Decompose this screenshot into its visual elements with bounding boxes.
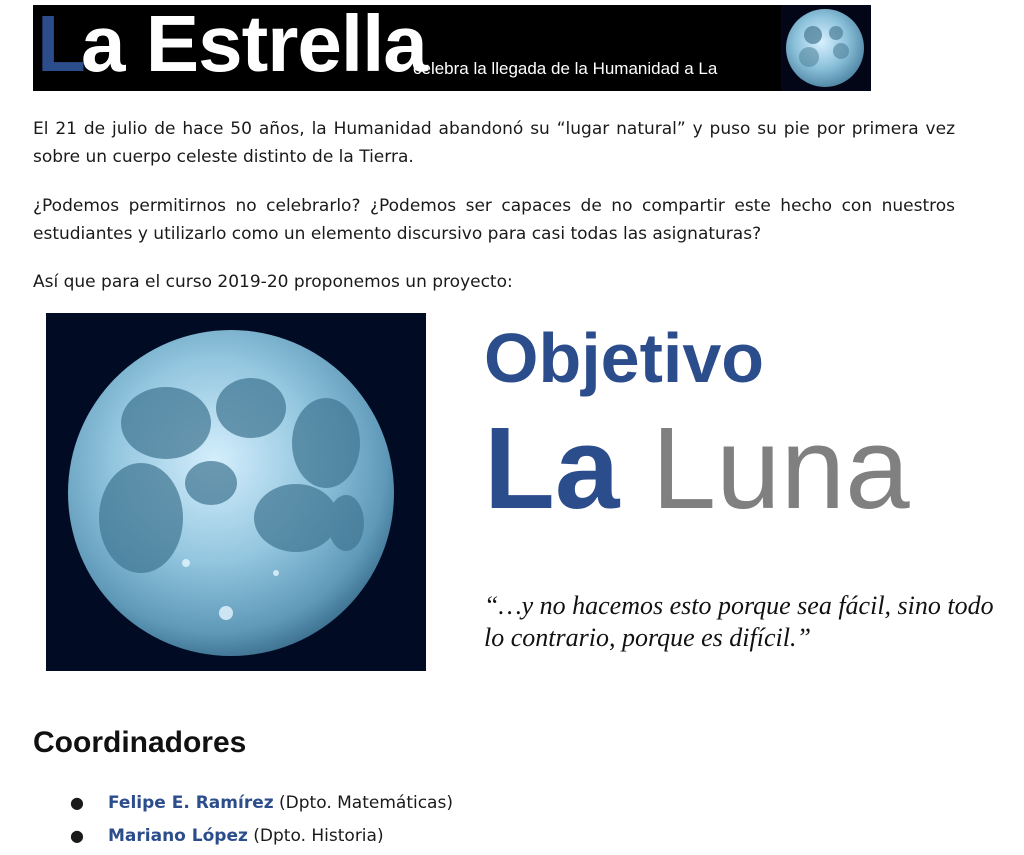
coordinator-name: Felipe E. Ramírez xyxy=(108,793,274,813)
list-item xyxy=(70,789,453,822)
coordinators-list xyxy=(70,789,453,855)
coordinator-dept: (Dpto. Historia) xyxy=(253,826,384,846)
masthead-banner xyxy=(33,5,871,91)
la-luna-heading xyxy=(484,403,910,533)
la-word: La xyxy=(484,403,620,533)
moon-thumbnail-image xyxy=(781,5,871,91)
paragraph-proposal: Así que para el curso 2019-20 proponemos un proyecto: xyxy=(33,272,513,292)
full-moon-image xyxy=(46,313,426,671)
list-item xyxy=(70,822,453,855)
coordinator-name: Mariano López xyxy=(108,826,248,846)
masthead-tagline: celebra la llegada de la Humanidad a La xyxy=(413,59,718,78)
paragraph-question: ¿Podemos permitirnos no celebrarlo? ¿Podemos ser capaces de no compartir este hecho con nuestros estudiantes y utilizarlo como un elemento discursivo para casi todas las asignaturas? xyxy=(33,196,955,244)
masthead-initial: L xyxy=(37,5,86,88)
bullet-icon: ● xyxy=(70,826,84,845)
coordinator-dept: (Dpto. Matemáticas) xyxy=(279,793,453,813)
objetivo-heading: Objetivo xyxy=(484,319,765,397)
masthead-title: a Estrella xyxy=(81,5,427,88)
luna-word: Luna xyxy=(651,403,910,533)
bullet-icon: ● xyxy=(70,793,84,812)
kennedy-quote: “…y no hacemos esto porque sea fácil, sino todo lo contrario, porque es difícil.” xyxy=(484,591,994,652)
paragraph-intro: El 21 de julio de hace 50 años, la Humanidad abandonó su “lugar natural” y puso su pie por primera vez sobre un cuerpo celeste distinto de la Tierra. xyxy=(33,119,955,167)
coordinators-heading: Coordinadores xyxy=(33,726,247,759)
